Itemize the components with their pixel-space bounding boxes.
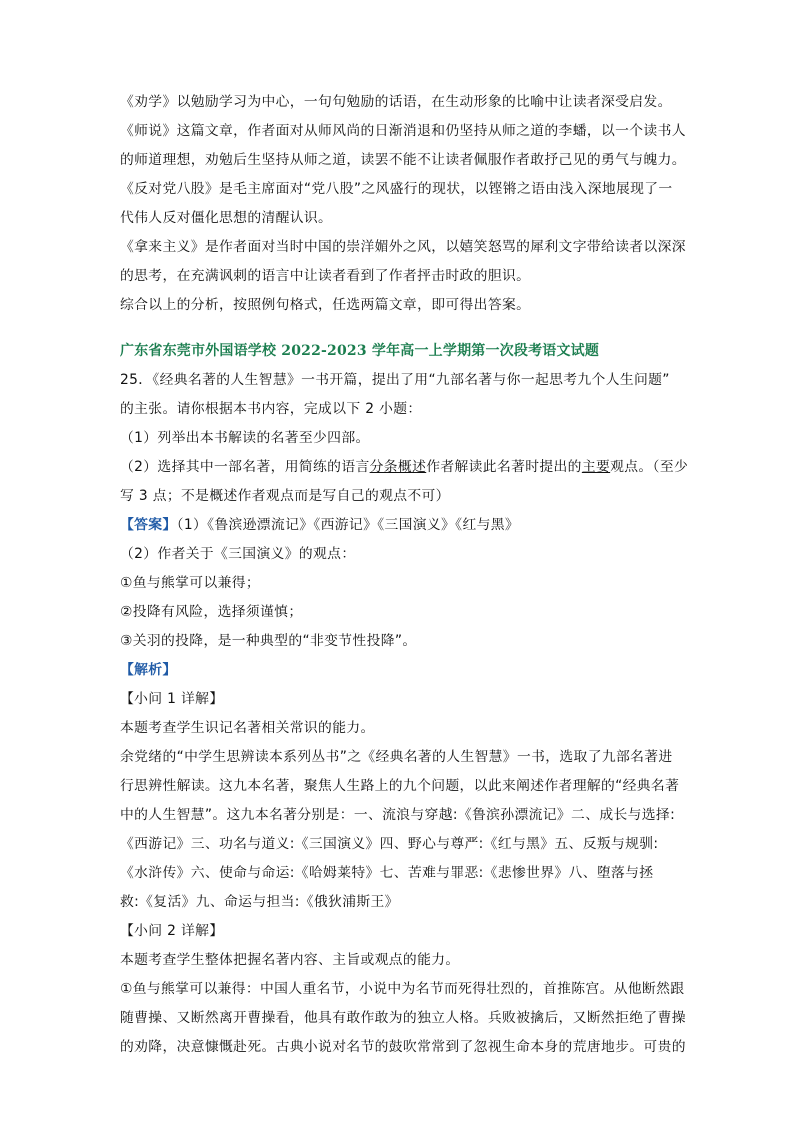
analysis-line: ①鱼与熊掌可以兼得：中国人重名节，小说中为名节而死得壮烈的，首推陈宫。从他断然跟 <box>120 981 685 997</box>
answer-line <box>120 511 680 540</box>
question-text: 观点。（至少 <box>610 459 689 475</box>
underlined-keyword: 主要 <box>581 459 611 475</box>
section-title: 广东省东莞市外国语学校 2022-2023 学年高一上学期第一次段考语文试题 <box>120 343 600 359</box>
question-line: 的主张。请你根据本书内容，完成以下 2 小题： <box>120 401 422 417</box>
analysis-line: 余党绪的“中学生思辨读本系列丛书”之《经典名著的人生智慧》一书，选取了九部名著进 <box>120 749 673 765</box>
question-line: 写 3 点；不是概述作者观点而是写自己的观点不可） <box>120 488 450 504</box>
underlined-keyword: 分条概述 <box>369 459 427 475</box>
analysis-line: 本题考查学生整体把握名著内容、主旨或观点的能力。 <box>120 952 460 968</box>
analysis-line: 随曹操、又断然离开曹操看，他具有敢作敢为的独立人格。兵败被擒后，又断然拒绝了曹操 <box>120 1010 686 1026</box>
answer-line: ③关羽的投降，是一种典型的“非变节性投降”。 <box>120 633 417 649</box>
analysis-line: 本题考查学生识记名著相关常识的能力。 <box>120 720 375 736</box>
analysis-line: 的劝降，决意慷慨赴死。古典小说对名节的鼓吹常常到了忽视生命本身的荒唐地步。可贵的 <box>120 1039 686 1055</box>
answer-tag: 【答案】 <box>120 517 177 533</box>
subquestion-heading: 【小问 1 详解】 <box>120 691 224 707</box>
analysis-line: 行思辨性解读。这九本名著，聚焦人生路上的九个问题，以此来阐述作者理解的“经典名著 <box>120 778 680 794</box>
answer-line: （2）作者关于《三国演义》的观点： <box>120 546 356 562</box>
text-line: 《劝学》以勉励学习为中心，一句句勉励的话语，在生动形象的比喻中让读者深受启发。 <box>120 94 672 110</box>
question-line: （1）列举出本书解读的名著至少四部。 <box>120 430 370 446</box>
text-line: 的师道理想，劝勉后生坚持从师之道，读罢不能不让读者佩服作者敢抒己见的勇气与魄力。 <box>120 152 686 168</box>
text-line: 《师说》这篇文章，作者面对从师风尚的日渐消退和仍坚持从师之道的李蟠，以一个读书人 <box>120 123 686 139</box>
analysis-tag: 【解析】 <box>120 662 177 678</box>
answer-line: ②投降有风险，选择须谨慎； <box>120 604 303 620</box>
question-line: 25．《经典名著的人生智慧》一书开篇，提出了用“九部名著与你一起思考九个人生问题” <box>120 372 670 388</box>
previous-answer-continuation <box>120 88 686 320</box>
answer-text: （1）《鲁滨逊漂流记》《西游记》《三国演义》《红与黑》 <box>176 517 520 533</box>
question-line <box>120 453 689 482</box>
analysis-line: 《水浒传》六、使命与命运:《哈姆莱特》七、苦难与罪恶:《悲惨世界》八、堕落与拯 <box>120 865 654 881</box>
exam-section <box>120 337 689 1062</box>
analysis-line: 《西游记》三、功名与道义:《三国演义》四、野心与尊严:《红与黑》五、反叛与规驯: <box>120 836 659 852</box>
question-text: 作者解读此名著时提出的 <box>426 459 582 475</box>
text-line: 《拿来主义》是作者面对当时中国的崇洋媚外之风，以嬉笑怒骂的犀利文字带给读者以深深 <box>120 239 686 255</box>
text-line: 代伟人反对僵化思想的清醒认识。 <box>120 210 333 226</box>
subquestion-heading: 【小问 2 详解】 <box>120 923 224 939</box>
text-line: 《反对党八股》是毛主席面对“党八股”之风盛行的现状，以铿锵之语由浅入深地展现了一 <box>120 181 673 197</box>
analysis-line: 中的人生智慧”。这九本名著分别是：一、流浪与穿越:《鲁滨孙漂流记》二、成长与选择: <box>120 807 676 823</box>
text-line: 综合以上的分析，按照例句格式，任选两篇文章，即可得出答案。 <box>120 297 531 313</box>
answer-line: ①鱼与熊掌可以兼得； <box>120 575 261 591</box>
question-text: （2）选择其中一部名著，用简练的语言 <box>120 459 370 475</box>
text-line: 的思考，在充满讽刺的语言中让读者看到了作者抨击时政的胆识。 <box>120 268 531 284</box>
analysis-line: 救:《复活》九、命运与担当:《俄狄浦斯王》 <box>120 894 399 910</box>
